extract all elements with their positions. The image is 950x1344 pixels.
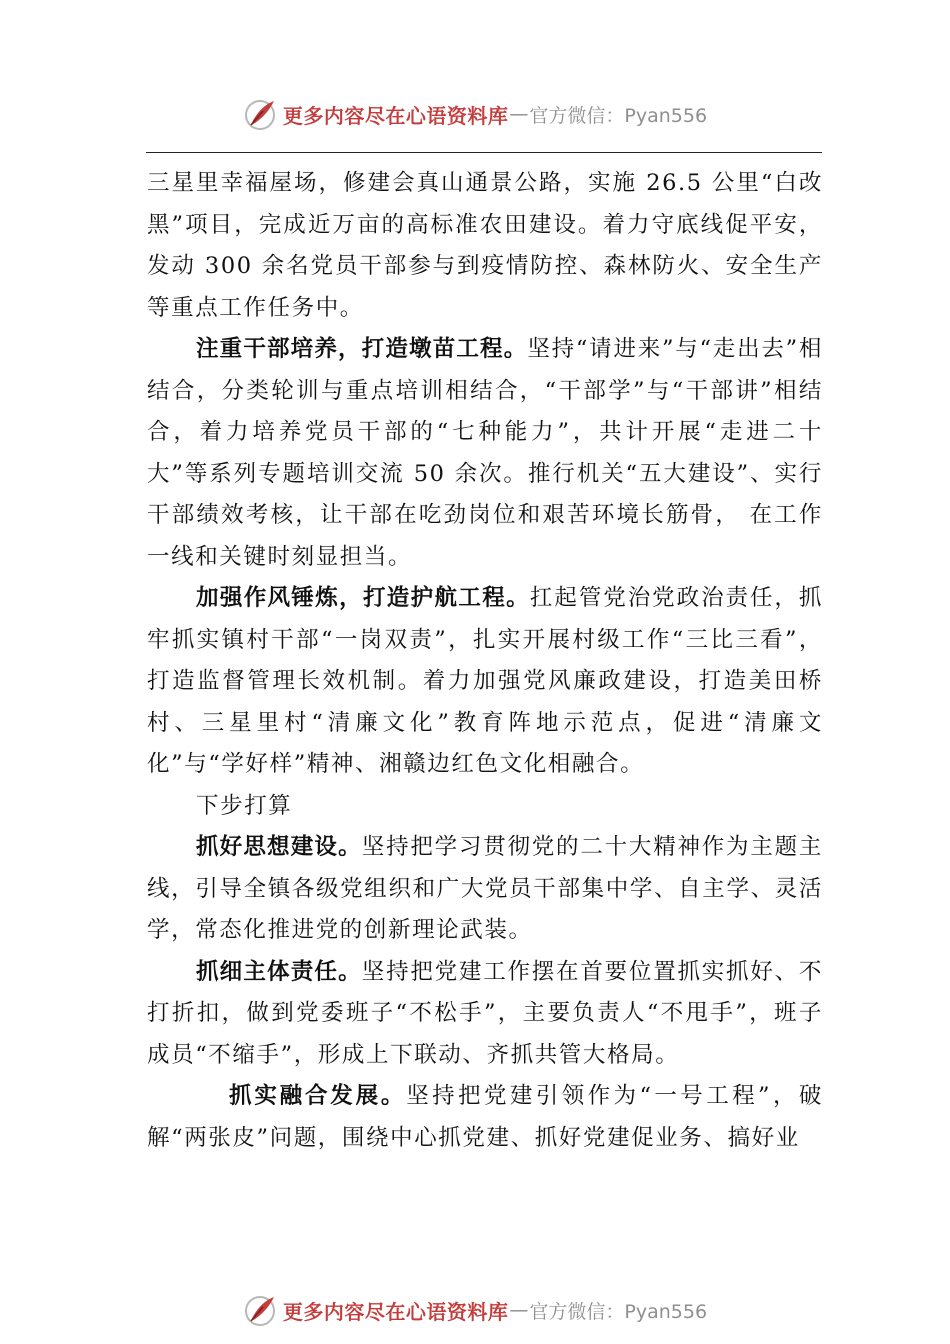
paragraph-3-text: 扛起管党治党政治责任，抓牢抓实镇村干部“一岗双责”，扎实开展村级工作“三比三看”，打造监督管理长效机制。着力加强党风廉政建设，打造美田桥村、三星里村“清廉文化”教育阵地示范点，促进“清廉文化”与“学好样”精神、湘赣边红色文化相融合。 xyxy=(147,585,823,777)
page-header xyxy=(0,94,950,134)
paragraph-6-heading: 抓细主体责任。 xyxy=(196,958,362,985)
paragraph-7-heading: 抓实融合发展。 xyxy=(229,1083,407,1109)
header-wechat: 官方微信：Pyan556 xyxy=(529,104,708,127)
paragraph-2-text: 坚持“请进来”与“走出去”相结合，分类轮训与重点培训相结合，“干部学”与“干部讲”相结合，着力培养党员干部的“七种能力”，共计开展“走进二十大”等系列专题培训交流 50 余次。推行机关“五大建设”、实行干部绩效考核，让干部在吃劲岗位和艰苦环境长筋骨， 在工作一线和关键时刻显担当。 xyxy=(147,336,823,570)
footer-brand: 更多内容尽在心语资料库 xyxy=(282,1299,509,1324)
paragraph-3-heading: 加强作风锤炼，打造护航工程。 xyxy=(196,585,530,611)
header-brand: 更多内容尽在心语资料库 xyxy=(282,103,509,128)
section-heading: 下步打算 xyxy=(196,792,293,819)
quill-logo-icon xyxy=(243,1293,277,1327)
paragraph-5-text: 坚持把学习贯彻党的二十大精神作为主题主线，引导全镇各级党组织和广大党员干部集中学、自主学、灵活学，常态化推进党的创新理论武装。 xyxy=(147,834,823,943)
header-divider xyxy=(146,152,822,153)
paragraph-2 xyxy=(147,329,823,578)
header-separator: — xyxy=(509,103,529,125)
paragraph-3 xyxy=(147,578,823,786)
page-footer xyxy=(0,1290,950,1330)
paragraph-6-text: 坚持把党建工作摆在首要位置抓实抓好、不打折扣，做到党委班子“不松手”，主要负责人“不甩手”，班子成员“不缩手”，形成上下联动、齐抓共管大格局。 xyxy=(147,958,823,1068)
paragraph-5 xyxy=(147,827,823,952)
paragraph-6 xyxy=(147,952,823,1077)
paragraph-2-heading: 注重干部培养，打造墩苗工程。 xyxy=(196,336,528,362)
footer-wechat: 官方微信：Pyan556 xyxy=(529,1300,708,1323)
footer-separator: — xyxy=(509,1299,529,1321)
paragraph-7 xyxy=(147,1076,823,1159)
quill-logo-icon xyxy=(243,97,277,131)
paragraph-1: 三星里幸福屋场，修建会真山通景公路，实施 26.5 公里“白改黑”项目，完成近万亩的高标准农田建设。着力守底线促平安，发动 300 余名党员干部参与到疫情防控、森林防火、安全生产等重点工作任务中。 xyxy=(147,170,823,321)
document-body xyxy=(147,163,823,1159)
paragraph-5-heading: 抓好思想建设。 xyxy=(196,834,362,860)
paragraph-7-text: 坚持把党建引领作为“一号工程”，破解“两张皮”问题，围绕中心抓党建、抓好党建促业务、搞好业 xyxy=(147,1083,823,1151)
